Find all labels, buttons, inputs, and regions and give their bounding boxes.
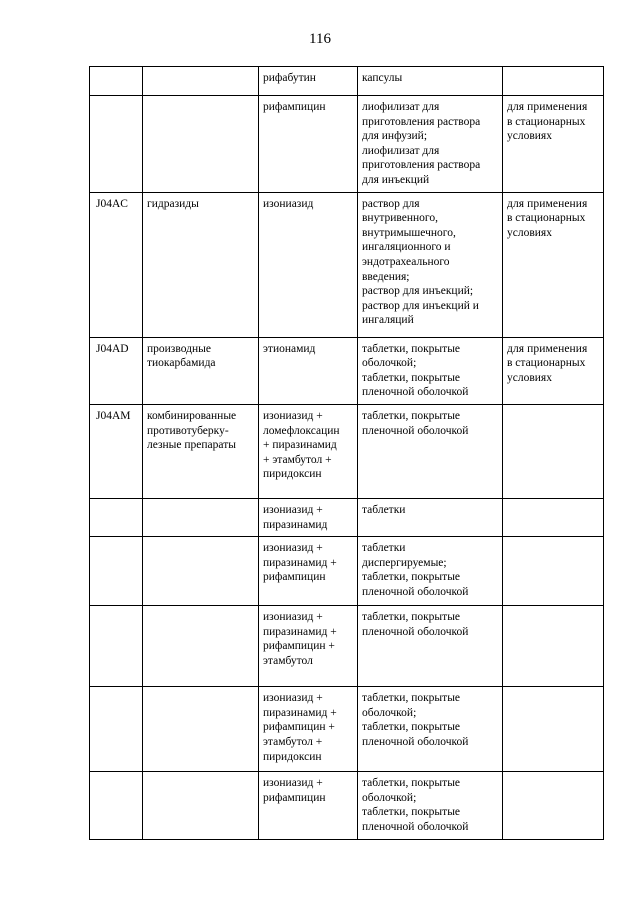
cell-text-line: пиразинамид +	[263, 625, 337, 638]
cell-text-line: изониазид +	[263, 409, 323, 422]
cell-text-line: рифабутин	[263, 72, 316, 84]
cell-text-line: пленочной оболочкой	[362, 735, 469, 748]
atc-code-cell	[90, 606, 143, 687]
cell-text-line: внутривенного,	[362, 212, 438, 225]
cell-text-line: пленочной оболочкой	[362, 386, 469, 399]
atc-code-cell	[90, 498, 143, 536]
drug-name-cell	[259, 687, 358, 772]
cell-text-line: пиридоксин	[263, 750, 322, 763]
cell-text-line: изониазид +	[263, 611, 323, 624]
atc-code-cell	[90, 67, 143, 96]
drug-name-cell	[259, 606, 358, 687]
cell-text-line: ломефлоксацин	[263, 424, 340, 437]
anatomical-group-cell	[143, 606, 259, 687]
table-row	[90, 96, 604, 193]
cell-text-line: рифампицин +	[263, 640, 335, 653]
cell-text-line: внутримышечного,	[362, 226, 456, 239]
drug-name-cell	[259, 96, 358, 193]
usage-note-cell	[503, 537, 604, 606]
drug-name-cell	[259, 192, 358, 337]
cell-text-line: оболочкой;	[362, 791, 417, 804]
atc-code-cell	[90, 772, 143, 839]
table-row	[90, 687, 604, 772]
cell-text-line: таблетки, покрытые	[362, 611, 461, 624]
anatomical-group-cell	[143, 404, 259, 498]
cell-text-line: + пиразинамид	[263, 439, 337, 452]
atc-code-cell	[90, 687, 143, 772]
cell-text-line: для инфузий;	[362, 130, 428, 143]
cell-text-line: изониазид +	[263, 692, 323, 705]
cell-text-line: пиразинамид +	[263, 706, 337, 719]
drug-name-cell	[259, 537, 358, 606]
dosage-form-cell	[358, 404, 503, 498]
usage-note-cell	[503, 96, 604, 193]
cell-text-line: рифампицин +	[263, 721, 335, 734]
cell-text-line: рифампицин	[263, 571, 326, 584]
cell-text-line: этамбутол +	[263, 735, 323, 748]
drug-name-cell	[259, 67, 358, 96]
cell-text-line: пленочной оболочкой	[362, 585, 469, 598]
cell-text-line: условиях	[507, 130, 552, 143]
cell-text-line: изониазид +	[263, 777, 323, 790]
cell-text-line: приготовления раствора	[362, 115, 481, 128]
cell-text-line: условиях	[507, 371, 552, 384]
cell-text-line: противотуберку-	[147, 424, 229, 437]
table-row	[90, 772, 604, 839]
cell-text-line: раствор для инъекций;	[362, 285, 474, 298]
anatomical-group-cell	[143, 687, 259, 772]
cell-text-line: в стационарных	[507, 115, 586, 128]
cell-text-line: для применения	[507, 342, 588, 355]
page-number: 116	[309, 31, 331, 47]
cell-text-line: изониазид +	[263, 542, 323, 555]
cell-text-line: таблетки	[362, 503, 406, 516]
table-row	[90, 67, 604, 96]
cell-text-line: ингаляционного и	[362, 241, 451, 254]
dosage-form-cell	[358, 606, 503, 687]
usage-note-cell	[503, 67, 604, 96]
cell-text-line: лезные препараты	[147, 439, 236, 452]
cell-text-line: приготовления раствора	[362, 159, 481, 172]
anatomical-group-cell	[143, 96, 259, 193]
atc-code-cell: J04AC	[90, 192, 143, 337]
cell-text-line: рифампицин	[263, 101, 326, 113]
table-row	[90, 537, 604, 606]
cell-text-line: таблетки, покрытые	[362, 777, 461, 790]
drug-name-cell	[259, 337, 358, 404]
table-row	[90, 192, 604, 337]
anatomical-group-cell	[143, 498, 259, 536]
cell-text-line: в стационарных	[507, 212, 586, 225]
dosage-form-cell	[358, 498, 503, 536]
dosage-form-cell	[358, 192, 503, 337]
cell-text-line: ингаляций	[362, 314, 414, 327]
dosage-form-cell	[358, 337, 503, 404]
atc-code-cell	[90, 96, 143, 193]
anatomical-group-cell	[143, 337, 259, 404]
cell-text-line: рифампицин	[263, 791, 326, 804]
cell-text-line: для применения	[507, 101, 588, 113]
cell-text-line: пиридоксин	[263, 468, 322, 481]
cell-text-line: диспергируемые;	[362, 556, 447, 569]
cell-text-line: пленочной оболочкой	[362, 820, 469, 833]
anatomical-group-cell	[143, 772, 259, 839]
dosage-form-cell	[358, 537, 503, 606]
atc-code-cell	[90, 537, 143, 606]
dosage-form-cell	[358, 687, 503, 772]
cell-text-line: тиокарбамида	[147, 357, 216, 370]
table-row	[90, 337, 604, 404]
drug-name-cell	[259, 498, 358, 536]
cell-text-line: таблетки, покрытые	[362, 409, 461, 422]
table-row	[90, 498, 604, 536]
cell-text-line: изониазид +	[263, 503, 323, 516]
cell-text-line: пленочной оболочкой	[362, 625, 469, 638]
cell-text-line: производные	[147, 342, 211, 355]
usage-note-cell	[503, 606, 604, 687]
cell-text-line: оболочкой;	[362, 706, 417, 719]
cell-text-line: раствор для	[362, 197, 420, 210]
dosage-form-cell	[358, 772, 503, 839]
anatomical-group-cell	[143, 192, 259, 337]
cell-text-line: лиофилизат для	[362, 144, 440, 157]
dosage-form-cell	[358, 96, 503, 193]
cell-text-line: таблетки	[362, 542, 406, 555]
drug-name-cell	[259, 404, 358, 498]
cell-text-line: в стационарных	[507, 357, 586, 370]
usage-note-cell	[503, 337, 604, 404]
cell-text-line: оболочкой;	[362, 357, 417, 370]
atc-code-cell: J04AD	[90, 337, 143, 404]
anatomical-group-cell	[143, 537, 259, 606]
cell-text-line: раствор для инъекций и	[362, 299, 479, 312]
cell-text-line: пиразинамид	[263, 518, 328, 531]
cell-text-line: условиях	[507, 226, 552, 239]
cell-text-line: лиофилизат для	[362, 101, 440, 113]
cell-text-line: изониазид	[263, 197, 314, 210]
cell-text-line: + этамбутол +	[263, 453, 332, 466]
cell-text-line: таблетки, покрытые	[362, 806, 461, 819]
usage-note-cell	[503, 192, 604, 337]
cell-text-line: эндотрахеального	[362, 255, 450, 268]
cell-text-line: для применения	[507, 197, 588, 210]
drug-name-cell	[259, 772, 358, 839]
table-row	[90, 606, 604, 687]
drug-table-body	[90, 67, 604, 840]
cell-text-line: введения;	[362, 270, 410, 283]
drug-table	[89, 66, 604, 840]
usage-note-cell	[503, 687, 604, 772]
cell-text-line: этионамид	[263, 342, 316, 355]
cell-text-line: таблетки, покрытые	[362, 692, 461, 705]
cell-text-line: таблетки, покрытые	[362, 371, 461, 384]
usage-note-cell	[503, 404, 604, 498]
cell-text-line: для инъекций	[362, 173, 430, 186]
cell-text-line: комбинированные	[147, 409, 237, 422]
cell-text-line: пиразинамид +	[263, 556, 337, 569]
cell-text-line: таблетки, покрытые	[362, 721, 461, 734]
cell-text-line: таблетки, покрытые	[362, 342, 461, 355]
anatomical-group-cell	[143, 67, 259, 96]
table-row	[90, 404, 604, 498]
usage-note-cell	[503, 498, 604, 536]
usage-note-cell	[503, 772, 604, 839]
cell-text-line: гидразиды	[147, 197, 199, 210]
cell-text-line: капсулы	[362, 72, 403, 84]
dosage-form-cell	[358, 67, 503, 96]
cell-text-line: этамбутол	[263, 654, 313, 667]
atc-code-cell: J04AM	[90, 404, 143, 498]
cell-text-line: таблетки, покрытые	[362, 571, 461, 584]
cell-text-line: пленочной оболочкой	[362, 424, 469, 437]
